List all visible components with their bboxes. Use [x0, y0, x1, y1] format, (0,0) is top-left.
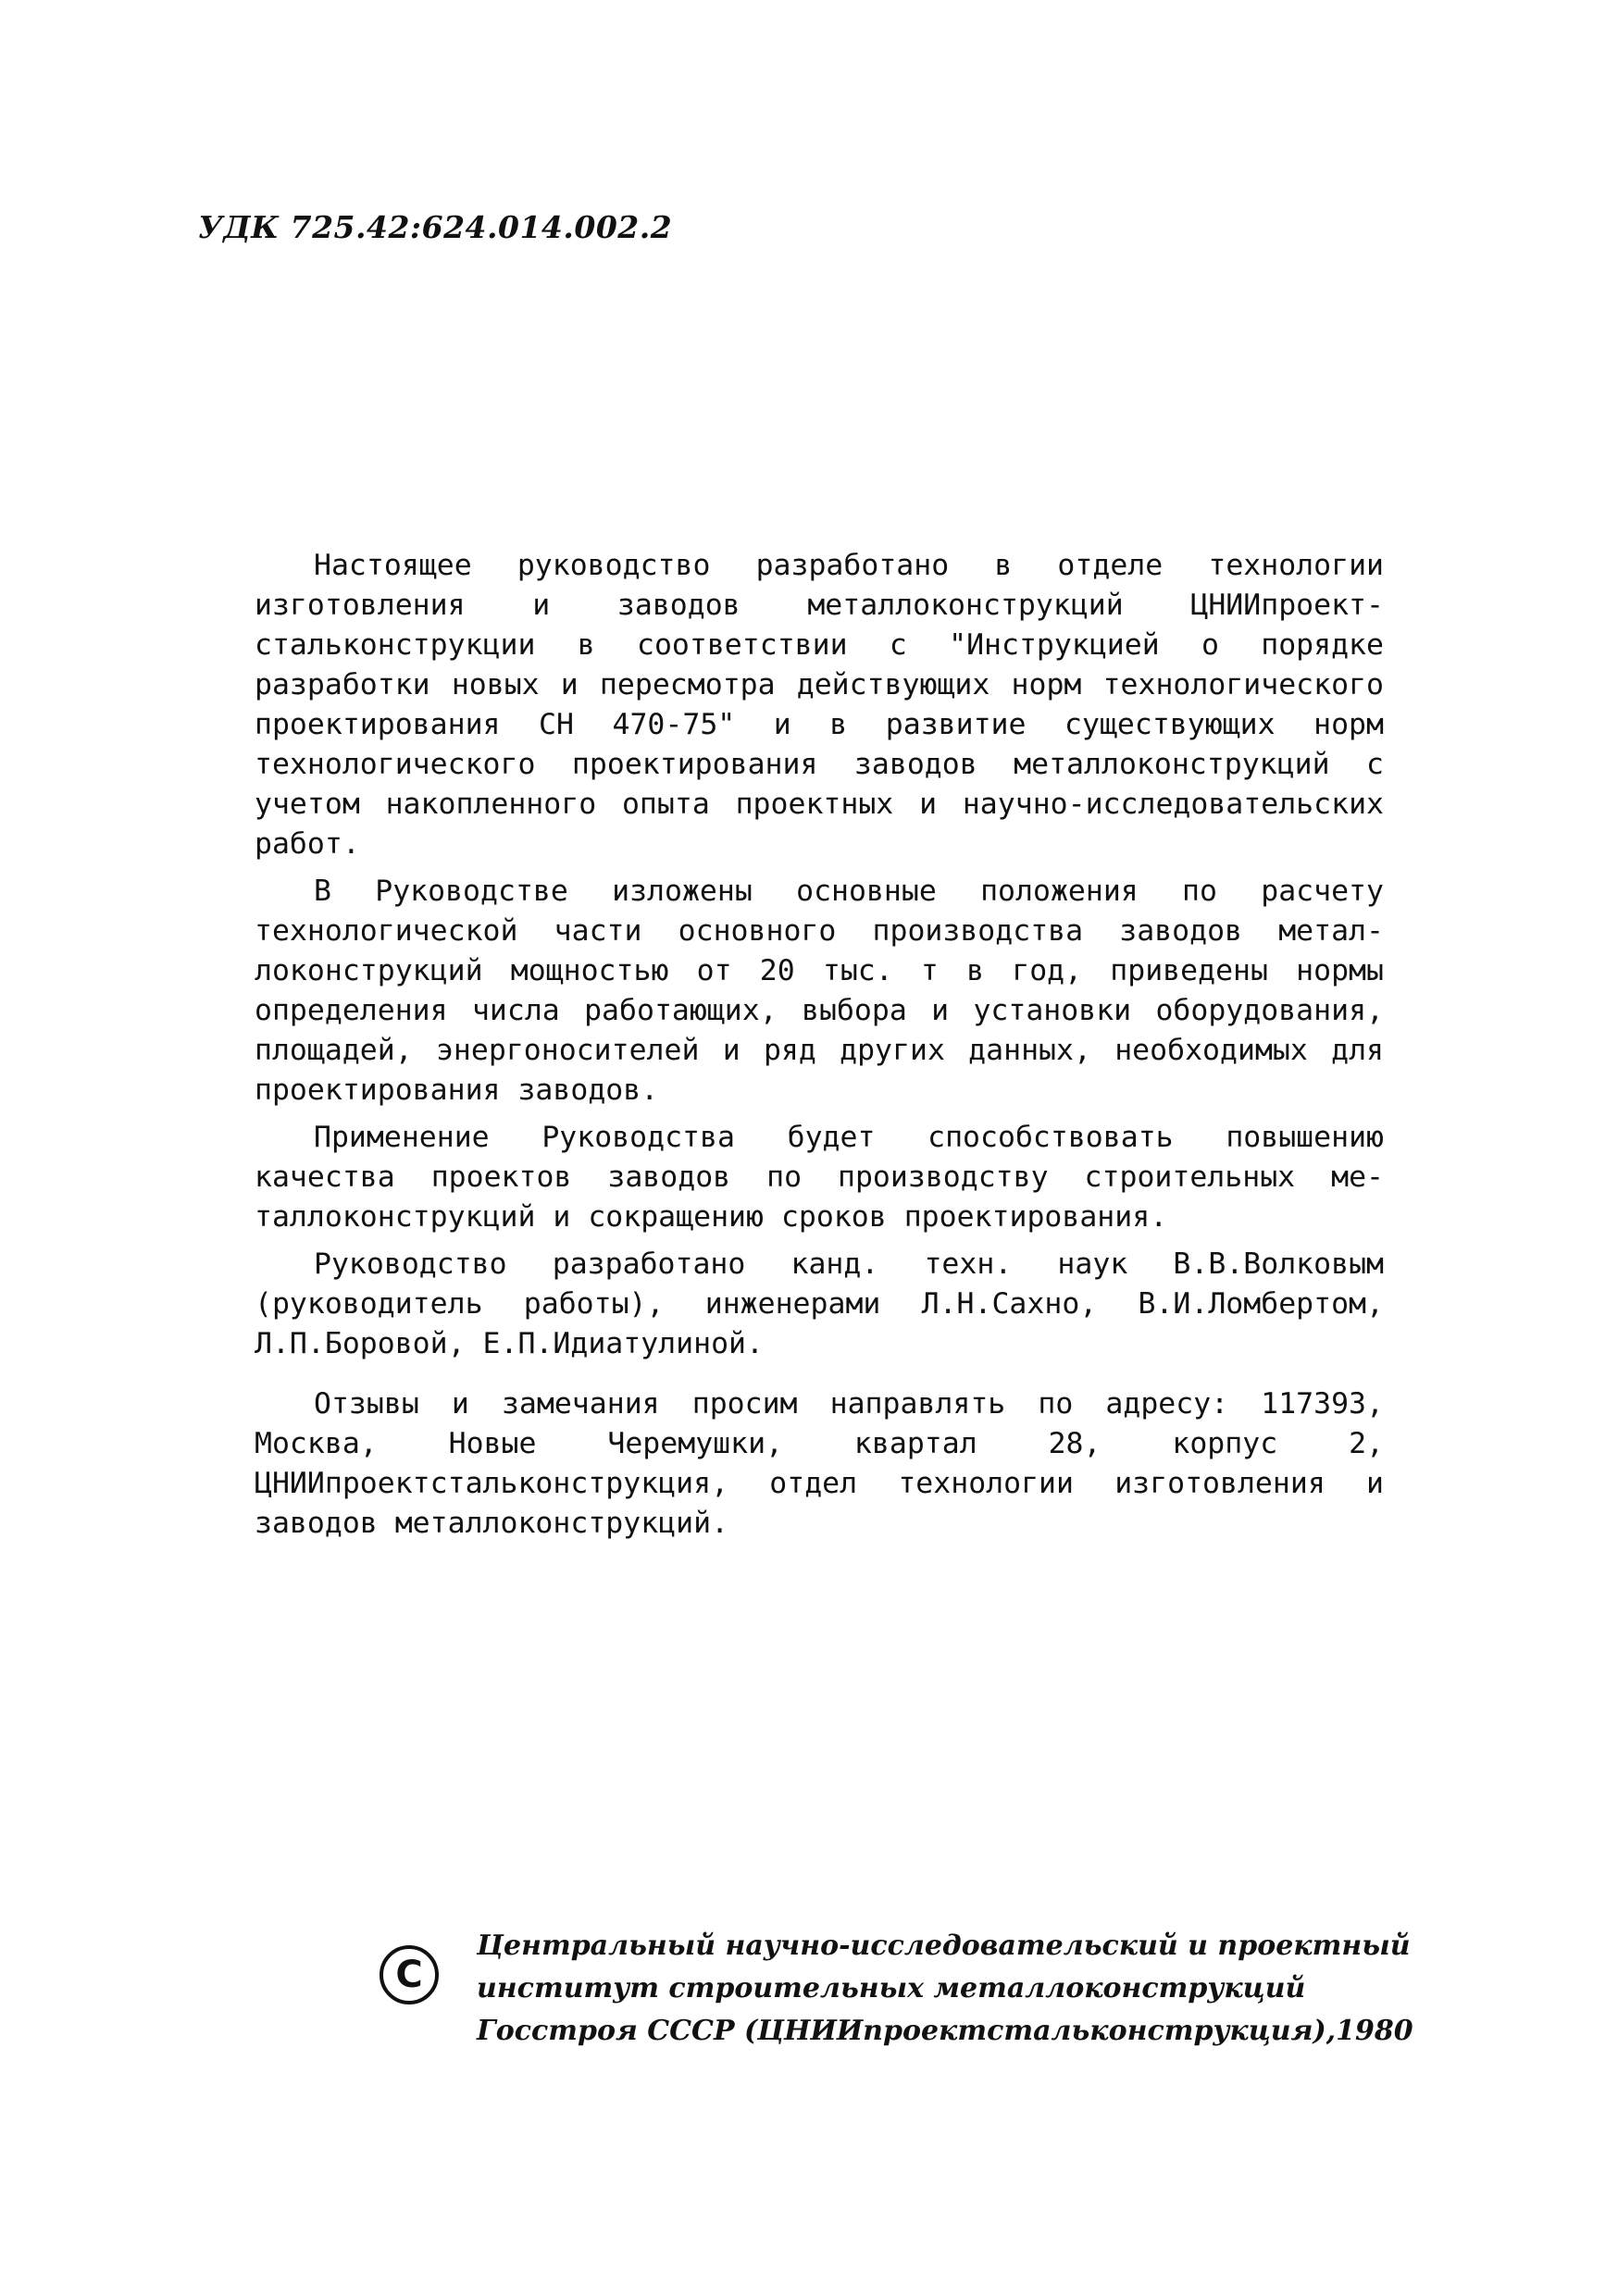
- copyright-line: Госстроя СССР (ЦНИИпроектстальконструкция),1980: [477, 2015, 1413, 2047]
- paragraph-purpose: Применение Руководства будет способствовать повышению качества проектов заводов по производству строительных металлоконструкций и сокращению сроков проектирования.: [255, 1121, 1384, 1234]
- paragraph-contents: В Руководстве изложены основные положения по расчету технологической части основного производства заводов металлоконструкций мощностью от 20 тыс. т в год, приведены нормы определения числа работающих, выбора и установки оборудования, площадей, энергоносителей и ряд других данных, необходимых для проектирования заводов.: [255, 875, 1384, 1107]
- udk-code: УДК 725.42:624.014.002.2: [198, 209, 673, 245]
- copyright-line: институт строительных металлоконструкций: [477, 1972, 1306, 2004]
- paragraph-address: Отзывы и замечания просим направлять по адресу: 117393, Москва, Новые Черемушки, квартал 28, корпус 2, ЦНИИпроектстальконструкция, отдел технологии изготовления и заводов металлоконструкций.: [255, 1387, 1384, 1540]
- copyright-icon: C: [380, 1945, 439, 2004]
- copyright-block: [380, 1925, 1413, 2054]
- foreword-body: [255, 546, 1384, 1544]
- paragraph-authors: Руководство разработано канд. техн. наук В.В.Волковым (руководитель работы), инженерами Л.Н.Сахно, В.И.Ломбертом, Л.П.Боровой, Е.П.Идиатулиной.: [255, 1247, 1384, 1360]
- copyright-text: [477, 1925, 1413, 2053]
- paragraph-intro: Настоящее руководство разработано в отделе технологии изготовления и заводов металлоконструкций ЦНИИпроектстальконструкции в соответствии с "Инструкцией о порядке разработки новых и пересмотра действующих норм технологического проектирования СН 470-75" и в развитие существующих норм технологического проектирования заводов металлоконструкций с учетом накопленного опыта проектных и научно-исследовательских работ.: [255, 549, 1384, 861]
- copyright-line: Центральный научно-исследовательский и проектный: [477, 1930, 1411, 1962]
